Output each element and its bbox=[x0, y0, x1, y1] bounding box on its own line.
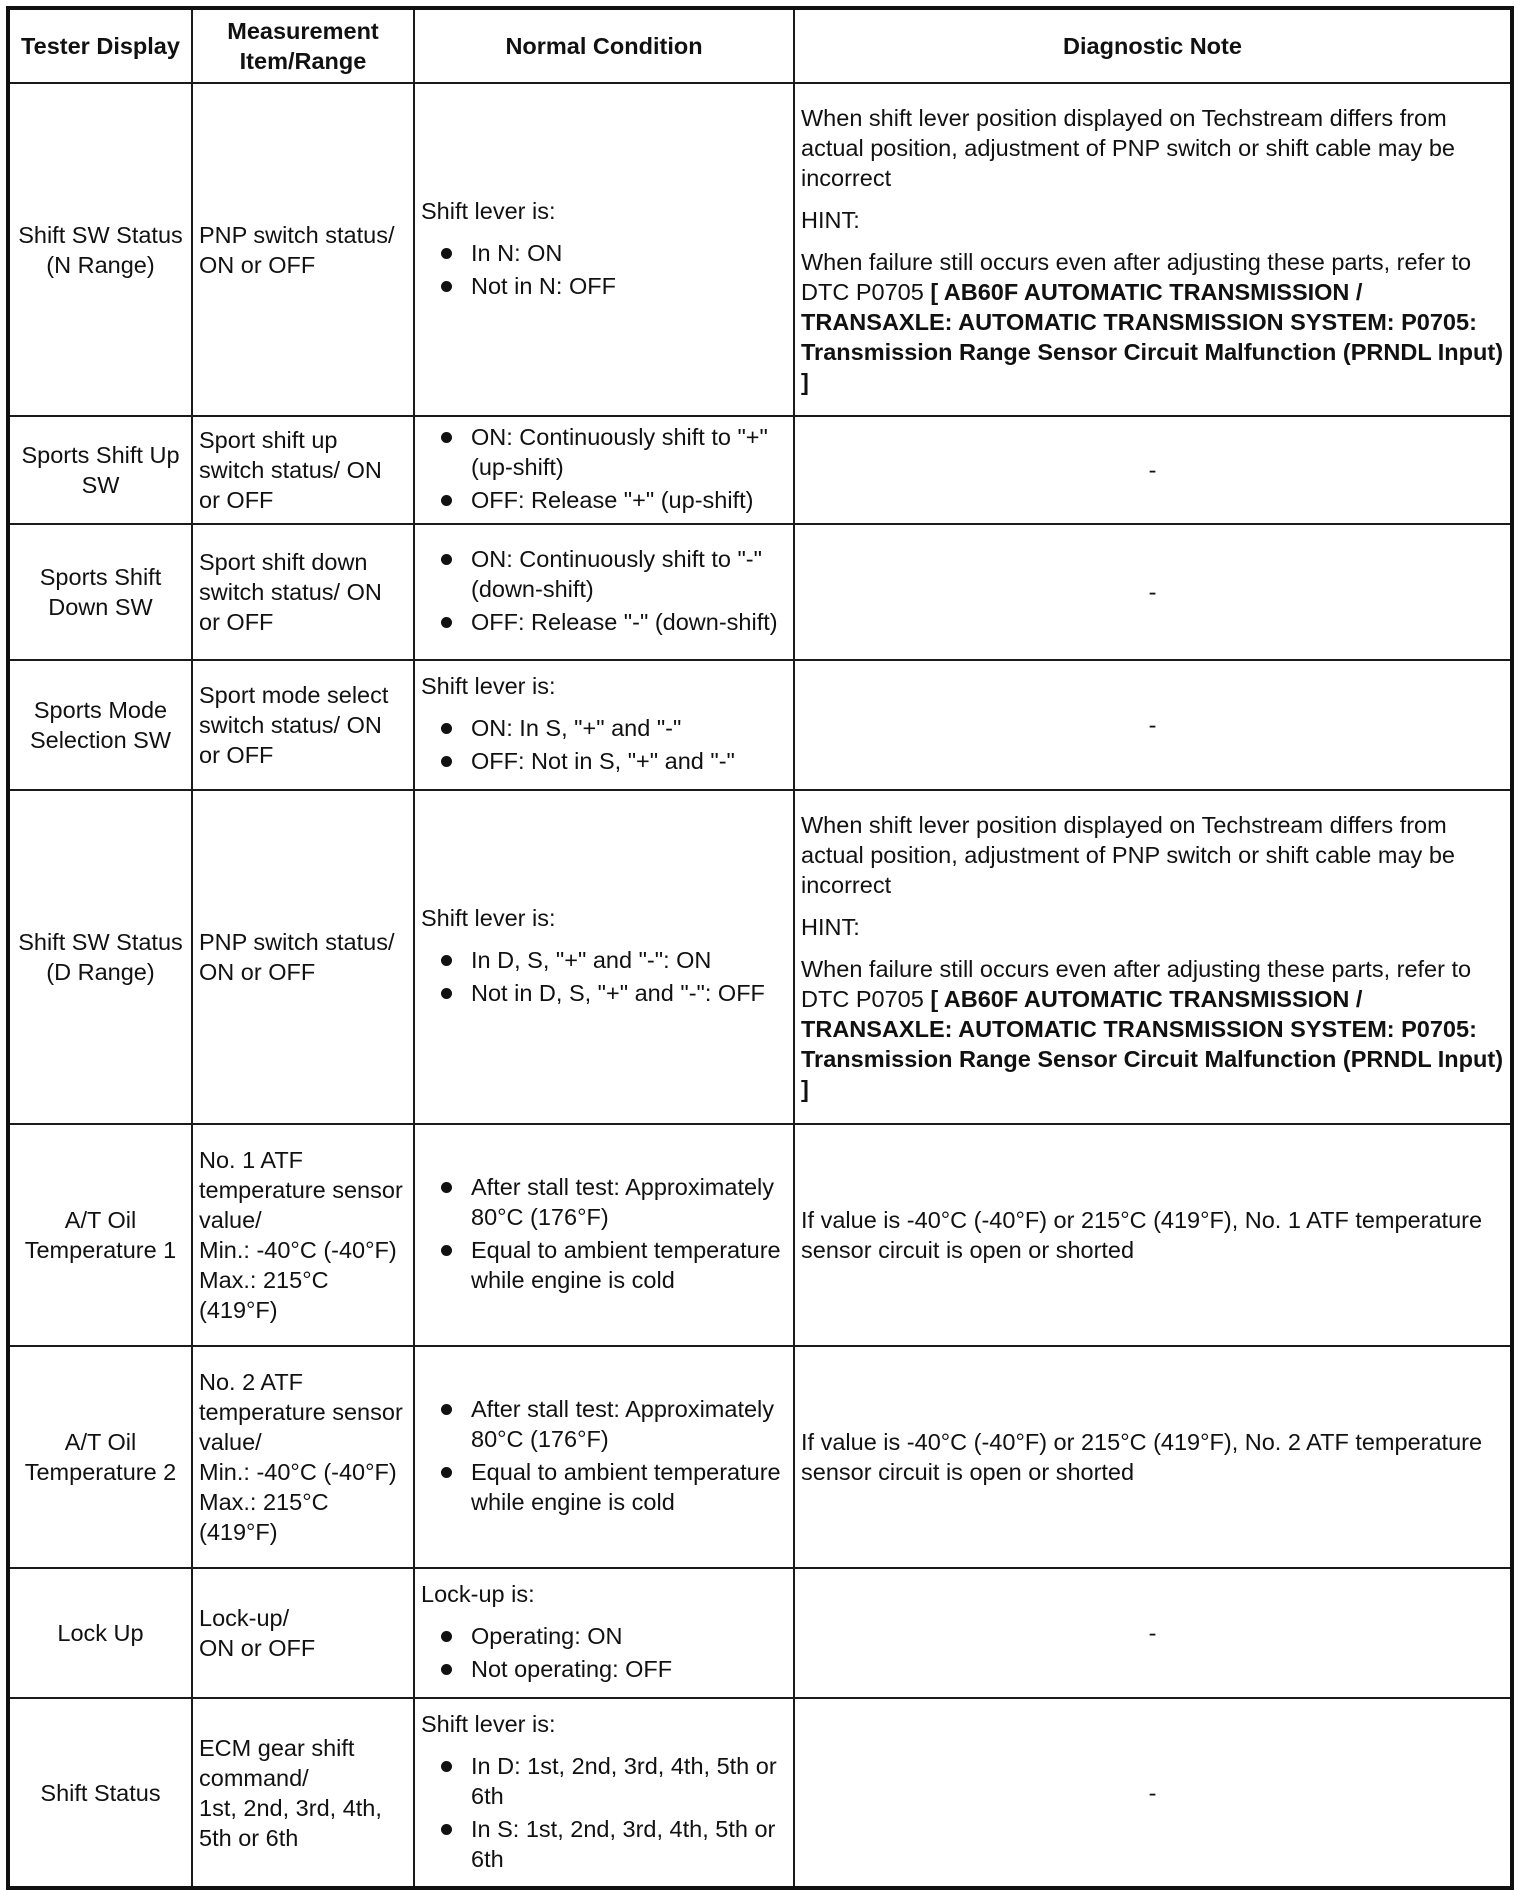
condition-intro: Lock-up is: bbox=[421, 1581, 535, 1607]
header-measurement-item: Measurement Item/Range bbox=[192, 8, 414, 83]
condition-item: Equal to ambient temperature while engine is cold bbox=[421, 1235, 787, 1295]
header-normal-condition: Normal Condition bbox=[414, 8, 794, 83]
condition-item: In D: 1st, 2nd, 3rd, 4th, 5th or 6th bbox=[421, 1751, 787, 1811]
diagnostic-note-cell bbox=[794, 790, 1512, 1124]
note-hint: HINT: bbox=[801, 206, 860, 233]
diagnostic-note-cell: - bbox=[794, 1568, 1512, 1698]
condition-cell bbox=[414, 1346, 794, 1568]
diagnostic-note-cell: - bbox=[794, 660, 1512, 790]
condition-cell bbox=[414, 83, 794, 416]
measurement-line: Min.: -40°C (-40°F) bbox=[199, 1237, 397, 1263]
condition-intro: Shift lever is: bbox=[421, 1710, 556, 1737]
condition-list bbox=[421, 1394, 787, 1517]
dtc-reference-link[interactable]: [ AB60F AUTOMATIC TRANSMISSION / TRANSAXLE: AUTOMATIC TRANSMISSION SYSTEM: P0705: Transmission Range Sensor Circuit Malfunction (PRNDL Input) ] bbox=[801, 278, 1504, 395]
note-text: When shift lever position displayed on Techstream differs from actual position, adjustment of PNP switch or shift cable may be incorrect bbox=[801, 104, 1455, 191]
condition-list bbox=[421, 1621, 787, 1684]
header-diagnostic-note: Diagnostic Note bbox=[794, 8, 1512, 83]
data-list-table bbox=[6, 6, 1514, 1890]
table-row bbox=[8, 83, 1512, 416]
dtc-reference-link[interactable]: [ AB60F AUTOMATIC TRANSMISSION / TRANSAXLE: AUTOMATIC TRANSMISSION SYSTEM: P0705: Transmission Range Sensor Circuit Malfunction (PRNDL Input) ] bbox=[801, 986, 1504, 1102]
measurement-cell: PNP switch status/ ON or OFF bbox=[192, 83, 414, 416]
measurement-line: ECM gear shift command/ bbox=[199, 1734, 355, 1791]
condition-item: OFF: Not in S, "+" and "-" bbox=[421, 746, 787, 776]
note-reference-text: When failure still occurs even after adjusting these parts, refer to DTC P0705 bbox=[801, 248, 1472, 305]
diagnostic-note-cell: - bbox=[794, 416, 1512, 524]
condition-intro: Shift lever is: bbox=[421, 197, 556, 224]
condition-list bbox=[421, 544, 787, 637]
tester-display-cell: A/T Oil Temperature 2 bbox=[8, 1346, 192, 1568]
tester-display-cell: Shift SW Status (N Range) bbox=[8, 83, 192, 416]
measurement-cell: Sport shift up switch status/ ON or OFF bbox=[192, 416, 414, 524]
table-row bbox=[8, 524, 1512, 660]
condition-item: OFF: Release "+" (up-shift) bbox=[421, 485, 787, 515]
condition-cell bbox=[414, 1698, 794, 1888]
condition-item: Equal to ambient temperature while engine is cold bbox=[421, 1457, 787, 1517]
condition-item: Not in N: OFF bbox=[421, 271, 787, 301]
condition-cell bbox=[414, 1124, 794, 1346]
condition-item: After stall test: Approximately 80°C (176°F) bbox=[421, 1172, 787, 1232]
condition-item: ON: Continuously shift to "-" (down-shift) bbox=[421, 544, 787, 604]
condition-list bbox=[421, 1751, 787, 1874]
note-reference-text: When failure still occurs even after adjusting these parts, refer to DTC P0705 bbox=[801, 956, 1472, 1012]
table-row bbox=[8, 1346, 1512, 1568]
condition-item: ON: In S, "+" and "-" bbox=[421, 713, 787, 743]
note-hint: HINT: bbox=[801, 914, 860, 940]
condition-cell bbox=[414, 1568, 794, 1698]
condition-item: Not in D, S, "+" and "-": OFF bbox=[421, 978, 787, 1008]
condition-item: OFF: Release "-" (down-shift) bbox=[421, 607, 787, 637]
condition-intro: Shift lever is: bbox=[421, 905, 556, 931]
condition-list bbox=[421, 713, 787, 776]
condition-item: ON: Continuously shift to "+" (up-shift) bbox=[421, 422, 787, 482]
tester-display-cell: Sports Shift Up SW bbox=[8, 416, 192, 524]
tester-display-cell: Lock Up bbox=[8, 1568, 192, 1698]
measurement-line: Max.: 215°C (419°F) bbox=[199, 1489, 329, 1545]
measurement-line: Max.: 215°C (419°F) bbox=[199, 1267, 329, 1323]
condition-item: In N: ON bbox=[421, 238, 787, 268]
condition-item: After stall test: Approximately 80°C (176°F) bbox=[421, 1394, 787, 1454]
condition-list bbox=[421, 422, 787, 515]
condition-item: Operating: ON bbox=[421, 1621, 787, 1651]
diagnostic-note-cell: If value is -40°C (-40°F) or 215°C (419°F), No. 1 ATF temperature sensor circuit is open or shorted bbox=[794, 1124, 1512, 1346]
note-text: When shift lever position displayed on Techstream differs from actual position, adjustment of PNP switch or shift cable may be incorrect bbox=[801, 812, 1455, 898]
tester-display-cell: Sports Mode Selection SW bbox=[8, 660, 192, 790]
condition-cell bbox=[414, 660, 794, 790]
table-row bbox=[8, 1124, 1512, 1346]
tester-display-cell: Shift Status bbox=[8, 1698, 192, 1888]
diagnostic-note-cell: - bbox=[794, 1698, 1512, 1888]
table-row bbox=[8, 1568, 1512, 1698]
condition-list bbox=[421, 238, 787, 301]
condition-cell bbox=[414, 524, 794, 660]
measurement-line: Lock-up/ bbox=[199, 1605, 290, 1631]
note-reference bbox=[801, 247, 1504, 397]
header-row bbox=[8, 8, 1512, 83]
measurement-cell: PNP switch status/ ON or OFF bbox=[192, 790, 414, 1124]
table-row bbox=[8, 660, 1512, 790]
table-row bbox=[8, 416, 1512, 524]
diagnostic-note-cell: If value is -40°C (-40°F) or 215°C (419°F), No. 2 ATF temperature sensor circuit is open or shorted bbox=[794, 1346, 1512, 1568]
measurement-line: No. 2 ATF temperature sensor value/ bbox=[199, 1369, 403, 1455]
measurement-line: ON or OFF bbox=[199, 1635, 316, 1661]
diagnostic-note-cell: - bbox=[794, 524, 1512, 660]
tester-display-cell: A/T Oil Temperature 1 bbox=[8, 1124, 192, 1346]
measurement-cell bbox=[192, 1698, 414, 1888]
condition-item: Not operating: OFF bbox=[421, 1654, 787, 1684]
table-row bbox=[8, 1698, 1512, 1888]
header-tester-display: Tester Display bbox=[8, 8, 192, 83]
measurement-line: No. 1 ATF temperature sensor value/ bbox=[199, 1147, 403, 1233]
measurement-line: Min.: -40°C (-40°F) bbox=[199, 1459, 397, 1485]
note-reference bbox=[801, 954, 1504, 1104]
condition-intro: Shift lever is: bbox=[421, 673, 556, 699]
table-row bbox=[8, 790, 1512, 1124]
condition-item: In S: 1st, 2nd, 3rd, 4th, 5th or 6th bbox=[421, 1814, 787, 1874]
condition-cell bbox=[414, 416, 794, 524]
condition-list bbox=[421, 945, 787, 1008]
diagnostic-note-cell bbox=[794, 83, 1512, 416]
tester-display-cell: Shift SW Status (D Range) bbox=[8, 790, 192, 1124]
condition-cell bbox=[414, 790, 794, 1124]
condition-list bbox=[421, 1172, 787, 1295]
measurement-cell: Sport mode select switch status/ ON or OFF bbox=[192, 660, 414, 790]
measurement-cell bbox=[192, 1124, 414, 1346]
measurement-cell bbox=[192, 1346, 414, 1568]
measurement-line: 1st, 2nd, 3rd, 4th, 5th or 6th bbox=[199, 1794, 382, 1851]
condition-item: In D, S, "+" and "-": ON bbox=[421, 945, 787, 975]
measurement-cell: Sport shift down switch status/ ON or OFF bbox=[192, 524, 414, 660]
tester-display-cell: Sports Shift Down SW bbox=[8, 524, 192, 660]
measurement-cell bbox=[192, 1568, 414, 1698]
